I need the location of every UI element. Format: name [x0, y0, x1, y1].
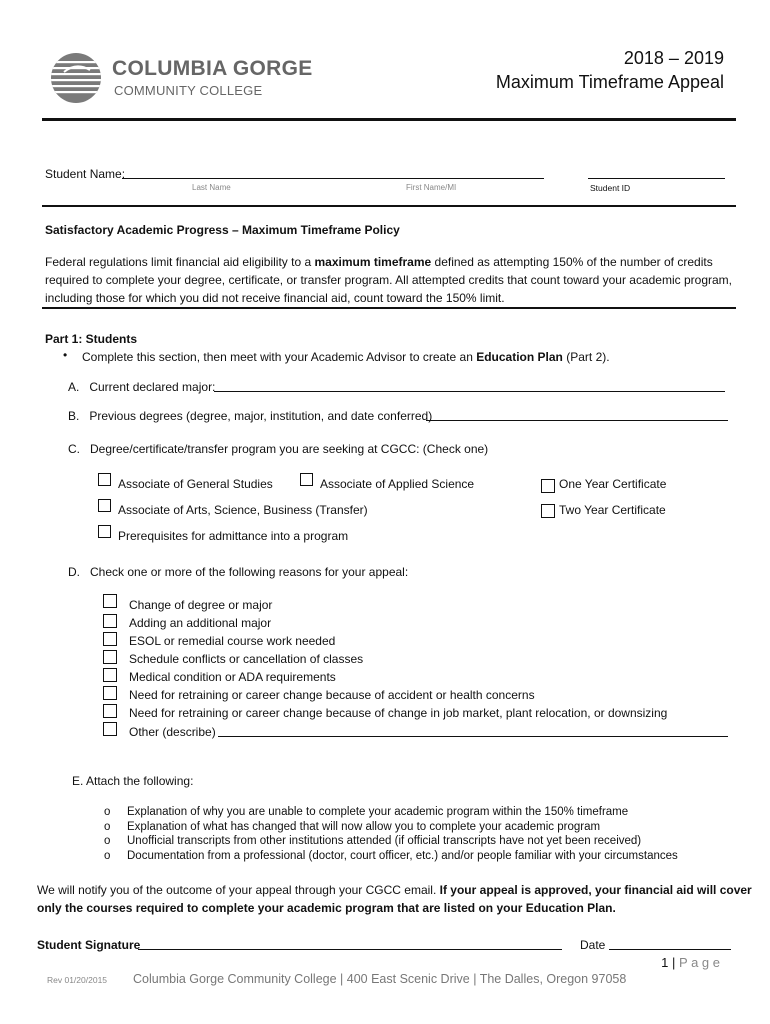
previous-degrees-label: B. Previous degrees (degree, major, institution, and date conferred) [68, 409, 433, 423]
logo-line2: COMMUNITY COLLEGE [114, 83, 263, 98]
logo-emblem-icon [50, 52, 104, 104]
section-divider-1 [42, 205, 736, 207]
header-divider [42, 118, 736, 121]
first-name-caption: First Name/MI [406, 183, 457, 192]
attachment-item: Explanation of what has changed that will now allow you to complete your academic program [127, 821, 601, 833]
page-number [661, 955, 720, 970]
reason-item: Schedule conflicts or cancellation of classes [129, 652, 364, 666]
option-prerequisites: Prerequisites for admittance into a program [118, 529, 349, 543]
attach-label: E. Attach the following: [72, 774, 194, 788]
section-divider-2 [42, 307, 736, 309]
form-year: 2018 – 2019 [623, 48, 724, 68]
checkbox-reason[interactable] [103, 632, 117, 646]
student-name-field[interactable] [122, 178, 544, 179]
reason-item: Need for retraining or career change because of change in job market, plant relocation, or downsizing [129, 706, 668, 720]
checkbox-reason[interactable] [103, 668, 117, 682]
bullet-icon: • [63, 348, 68, 362]
program-label: C. Degree/certificate/transfer program you are seeking at CGCC: (Check one) [68, 442, 489, 456]
reasons-label: D. Check one or more of the following reasons for your appeal: [68, 565, 409, 579]
student-id-caption: Student ID [590, 183, 631, 193]
page-word: P a g e [679, 955, 720, 970]
checkbox-reason[interactable] [103, 614, 117, 628]
checkbox-one-year-cert[interactable] [541, 479, 555, 493]
circle-bullet-icon: o [104, 821, 111, 833]
notification-text [37, 881, 752, 917]
option-transfer: Associate of Arts, Science, Business (Transfer) [118, 503, 368, 517]
notification-line-1: We will notify you of the outcome of your appeal through your CGCC email. If your appeal is approved, your financial aid will cover [37, 883, 752, 897]
date-field[interactable] [609, 949, 731, 950]
option-general-studies: Associate of General Studies [118, 477, 273, 491]
attachment-item: Unofficial transcripts from other institutions attended (if official transcripts have not yet been received) [127, 835, 642, 847]
checkbox-reason[interactable] [103, 704, 117, 718]
policy-heading: Satisfactory Academic Progress – Maximum Timeframe Policy [45, 223, 400, 237]
student-id-field[interactable] [588, 178, 725, 179]
signature-label: Student Signature [37, 938, 141, 952]
option-one-year-cert: One Year Certificate [559, 477, 667, 491]
circle-bullet-icon: o [104, 835, 111, 847]
page-sep: | [672, 955, 676, 970]
option-applied-science: Associate of Applied Science [320, 477, 475, 491]
checkbox-prerequisites[interactable] [98, 525, 111, 538]
part1-instruction: Complete this section, then meet with your Academic Advisor to create an Education Plan (Part 2). [82, 350, 610, 364]
reason-item: Need for retraining or career change because of accident or health concerns [129, 688, 535, 702]
other-describe-field[interactable] [218, 736, 728, 737]
previous-degrees-field[interactable] [426, 420, 728, 421]
last-name-caption: Last Name [192, 183, 231, 192]
policy-line-3: including those for which you did not receive financial aid, count toward the 150% limit. [45, 291, 505, 305]
reason-item-other: Other (describe) [129, 725, 216, 739]
checkbox-reason[interactable] [103, 594, 117, 608]
reason-item: ESOL or remedial course work needed [129, 634, 336, 648]
logo-line1: COLUMBIA GORGE [112, 57, 313, 80]
attachment-item: Documentation from a professional (doctor, court officer, etc.) and/or people familiar with your circumstances [127, 850, 678, 862]
checkbox-two-year-cert[interactable] [541, 504, 555, 518]
policy-line-1: Federal regulations limit financial aid eligibility to a maximum timeframe defined as attempting 150% of the number of credits [45, 255, 713, 269]
date-label: Date [580, 938, 606, 952]
notification-line-2: only the courses required to complete your academic program that are listed on your Education Plan. [37, 901, 616, 915]
circle-bullet-icon: o [104, 806, 111, 818]
reason-item: Change of degree or major [129, 598, 273, 612]
checkbox-transfer[interactable] [98, 499, 111, 512]
checkbox-reason[interactable] [103, 650, 117, 664]
reason-item: Adding an additional major [129, 616, 272, 630]
college-logo [50, 52, 340, 104]
checkbox-applied-science[interactable] [300, 473, 313, 486]
reason-item: Medical condition or ADA requirements [129, 670, 336, 684]
attachment-item: Explanation of why you are unable to complete your academic program within the 150% timeframe [127, 806, 629, 818]
footer-address: Columbia Gorge Community College | 400 East Scenic Drive | The Dalles, Oregon 97058 [133, 972, 627, 986]
student-name-label: Student Name: [45, 167, 126, 181]
current-major-field[interactable] [214, 391, 725, 392]
option-two-year-cert: Two Year Certificate [559, 503, 666, 517]
policy-text [45, 253, 745, 307]
page-num: 1 [661, 955, 669, 970]
current-major-label: A. Current declared major: [68, 380, 216, 394]
policy-line-2: required to complete your degree, certificate, or transfer program. All attempted credits that count toward your academic program, [45, 273, 732, 287]
revision-date: Rev 01/20/2015 [47, 975, 108, 985]
form-title: Maximum Timeframe Appeal [495, 72, 724, 92]
part1-heading: Part 1: Students [45, 332, 138, 346]
circle-bullet-icon: o [104, 850, 111, 862]
signature-field[interactable] [138, 949, 562, 950]
checkbox-reason-other[interactable] [103, 722, 117, 736]
checkbox-general-studies[interactable] [98, 473, 111, 486]
checkbox-reason[interactable] [103, 686, 117, 700]
